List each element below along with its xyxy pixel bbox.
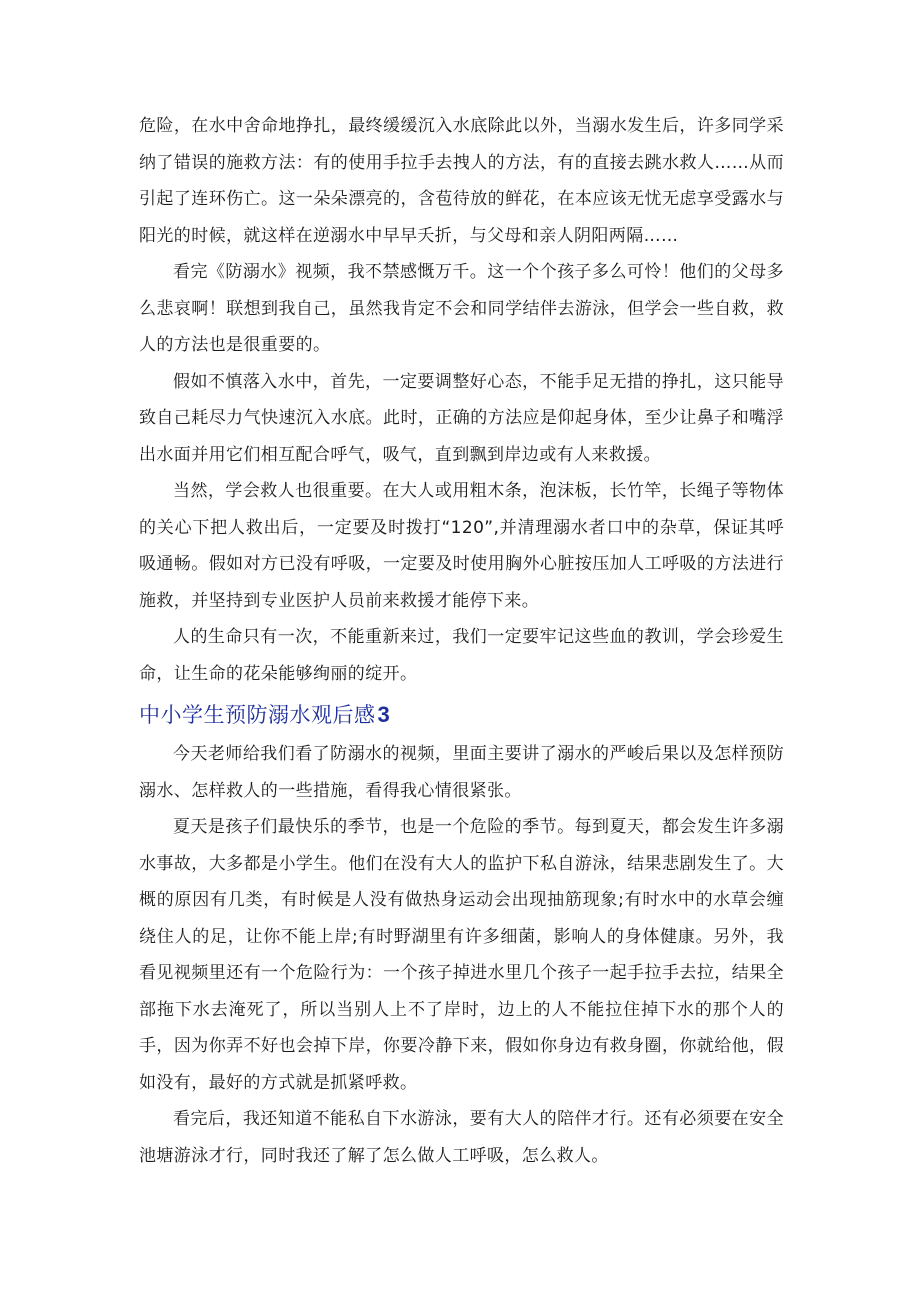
paragraph: 看完《防溺水》视频，我不禁感慨万千。这一个个孩子多么可怜！他们的父母多么悲哀啊！联想到我自己，虽然我肯定不会和同学结伴去游泳，但学会一些自救，救人的方法也是很重要的。 [139,262,784,355]
section-heading [139,696,784,734]
paragraph: 人的生命只有一次，不能重新来过，我们一定要牢记这些血的教训，学会珍爱生命，让生命的花朵能够绚丽的绽开。 [139,627,784,684]
section-heading-text: 中小学生预防溺水观后感 [139,703,376,727]
paragraph: 假如不慎落入水中，首先，一定要调整好心态，不能手足无措的挣扎，这只能导致自己耗尽力气快速沉入水底。此时，正确的方法应是仰起身体，至少让鼻子和嘴浮出水面并用它们相互配合呼气，吸气，直到飘到岸边或有人来救援。 [139,371,784,465]
document-page [139,108,784,1174]
paragraph: 看完后，我还知道不能私自下水游泳，要有大人的陪伴才行。还有必须要在安全池塘游泳才行，同时我还了解了怎么做人工呼吸，怎么救人。 [139,1109,784,1166]
section-heading-number: 3 [377,702,391,727]
paragraph: 夏天是孩子们最快乐的季节，也是一个危险的季节。每到夏天，都会发生许多溺水事故，大多都是小学生。他们在没有大人的监护下私自游泳，结果悲剧发生了。大概的原因有几类，有时候是人没有做热身运动会出现抽筋现象;有时水中的水草会缠绕住人的足，让你不能上岸;有时野湖里有许多细菌，影响人的身体健康。另外，我看见视频里还有一个危险行为：一个孩子掉进水里几个孩子一起手拉手去拉，结果全部拖下水去淹死了，所以当别人上不了岸时，边上的人不能拉住掉下水的那个人的手，因为你弄不好也会掉下岸，你要冷静下来，假如你身边有救身圈，你就给他，假如没有，最好的方式就是抓紧呼救。 [139,817,784,1093]
paragraph: 危险，在水中舍命地挣扎，最终缓缓沉入水底除此以外，当溺水发生后，许多同学采纳了错误的施救方法：有的使用手拉手去拽人的方法，有的直接去跳水救人……从而引起了连环伤亡。这一朵朵漂亮的，含苞待放的鲜花，在本应该无忧无虑享受露水与阳光的时候，就这样在逆溺水中早早夭折，与父母和亲人阴阳两隔…… [139,116,784,246]
paragraph: 当然，学会救人也很重要。在大人或用粗木条，泡沫板，长竹竿，长绳子等物体的关心下把人救出后，一定要及时拨打“120”,并清理溺水者口中的杂草，保证其呼吸通畅。假如对方已没有呼吸，一定要及时使用胸外心脏按压加人工呼吸的方法进行施救，并坚持到专业医护人员前来救援才能停下来。 [139,481,784,611]
paragraph: 今天老师给我们看了防溺水的视频，里面主要讲了溺水的严峻后果以及怎样预防溺水、怎样救人的一些措施，看得我心情很紧张。 [139,744,784,801]
